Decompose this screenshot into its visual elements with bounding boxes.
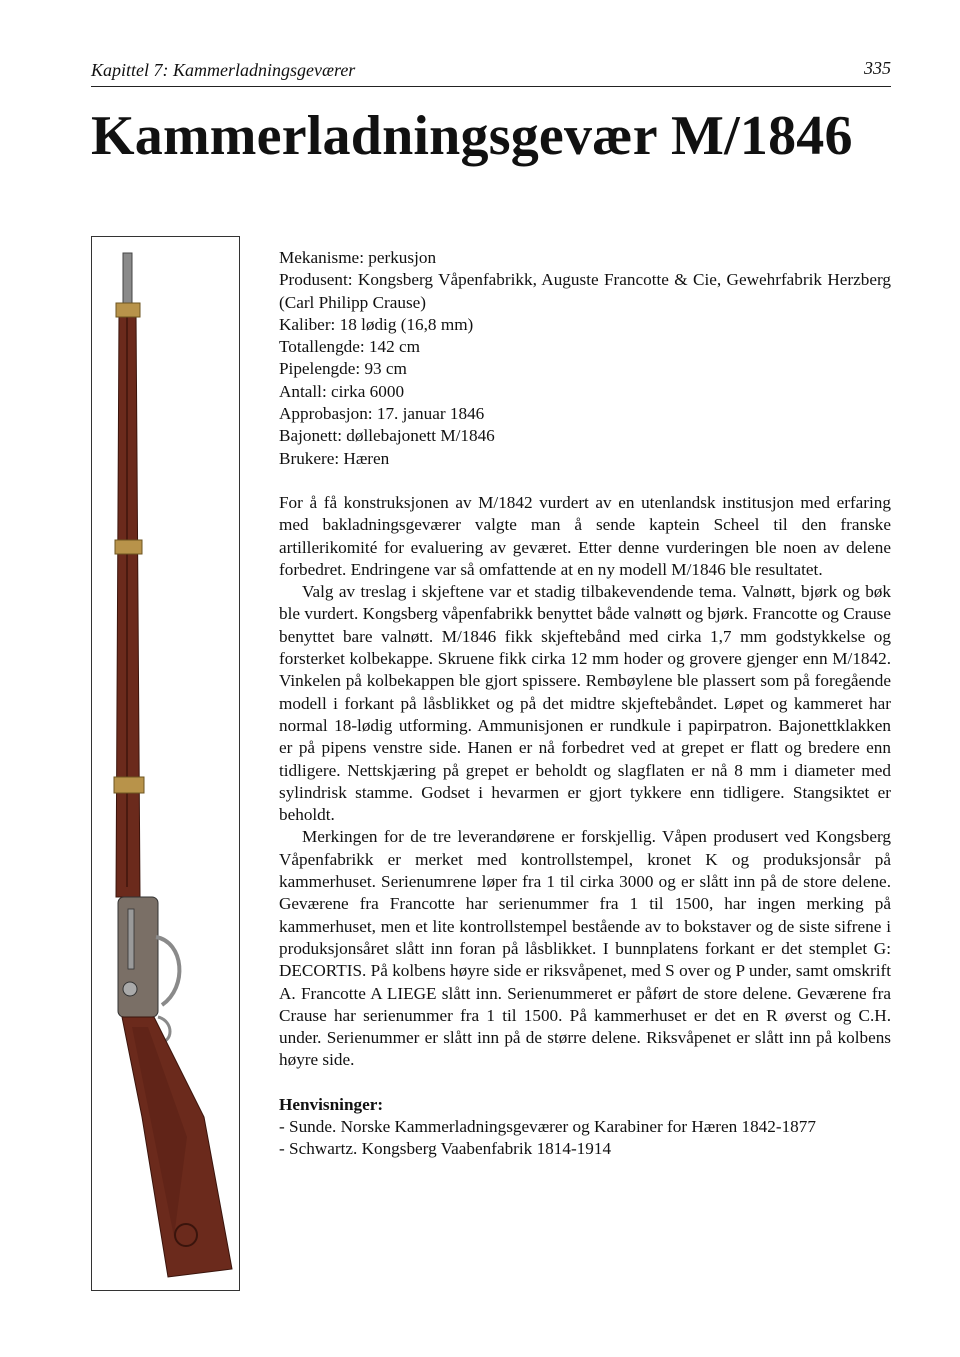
spec-item: Bajonett: døllebajonett M/1846 — [279, 426, 495, 446]
spec-item: Mekanisme: perkusjon — [279, 248, 437, 267]
references-heading: Henvisninger: — [279, 1094, 384, 1114]
spec-item: Totallengde: 142 cm — [279, 337, 421, 357]
spec-item: Pipelengde: 93 cm — [279, 359, 407, 379]
rifle-lock-plate — [118, 897, 158, 1017]
references — [279, 1094, 891, 1161]
spec-item: Approbasjon: 17. januar 1846 — [279, 404, 485, 424]
reference-item: - Schwartz. Kongsberg Vaabenfabrik 1814-1914 — [279, 1139, 612, 1159]
paragraph: Merkingen for de tre leverandørene er forskjellig. Våpen produsert ved Kongsberg Våpenfabrikk er merket med kontrollstempel, kronet K og produksjonsår på kammerhuset. Serienumrene løper fra 1 til cirka 3000 og er slått inn på de store delene. Geværene fra Francotte har serienummer fra 1 til 1500, har ingen merking på kammerhuset, men et lite kontrollstempel bestående av to bokstaver og de siste sifrene i produksjonsåret slått inn foran på låsblikket. I bunnplatens forkant er det stemplet G: DECORTIS. På kolbens høyre side er riksvåpenet, med S over og P under, samt omskrift A. Francotte A LIEGE slått inn. Serienummeret er påført de store delene. Geværene fra Crause har serienummer fra 1 til 1500. På kammerhuset er det en R øverst og C.H. under. Serienummer er slått inn på de større delene. Riksvåpenet er slått inn på kolbens høyre side. — [279, 827, 891, 1070]
spec-item: Antall: cirka 6000 — [279, 381, 405, 401]
body-text — [279, 492, 891, 1072]
rifle-band-middle — [115, 540, 142, 554]
spec-item: Brukere: Hæren — [279, 448, 390, 468]
page-number: 335 — [864, 58, 891, 78]
page-title: Kammerladningsgevær M/1846 — [91, 105, 853, 167]
main-text — [279, 247, 891, 1161]
rifle-band-lower — [114, 777, 144, 793]
spec-item: Produsent: Kongsberg Våpenfabrikk, Auguste Francotte & Cie, Gewehrfabrik Herzberg (Carl Philipp Crause) — [279, 270, 891, 312]
spec-item: Kaliber: 18 lødig (16,8 mm) — [279, 314, 474, 334]
chapter-title: Kapittel 7: Kammerladningsgeværer — [91, 60, 356, 80]
running-header — [91, 58, 891, 87]
rifle-trigger-guard — [156, 937, 179, 1005]
paragraph: For å få konstruksjonen av M/1842 vurdert av en utenlandsk institusjon med erfaring med bakladningsgeværer valgte man å sende kaptein Scheel til den franske artillerikomité for evaluering av geværet. Etter denne vurderingen ble noen av delene forbedret. Endringene var så omfattende at en ny modell M/1846 ble resultatet. — [279, 492, 891, 579]
rifle-figure — [91, 236, 240, 1291]
reference-item: - Sunde. Norske Kammerladningsgeværer og Karabiner for Hæren 1842-1877 — [279, 1116, 816, 1136]
spec-list — [279, 247, 891, 470]
rifle-image — [92, 237, 241, 1292]
paragraph: Valg av treslag i skjeftene var et stadig tilbakevendende tema. Valnøtt, bjørk og bøk ble vurdert. Kongsberg våpenfabrikk benyttet både valnøtt og bjørk. Francotte og Crause benyttet bare valnøtt. M/1846 fikk skjeftebånd med cirka 1,7 mm godstykkelse og forsterket kolbekappe. Skruene fikk cirka 12 mm hoder og grovere gjenger enn M/1842. Vinkelen på kolbekappen ble gjort spissere. Rembøylene ble plassert som på foregående modell i forkant på låsblikket og på det midtre skjeftebåndet. Løpet og kammeret har normal 18-lødig utforming. Ammunisjonen er rundkule i papirpatron. Bajonettklakken er på pipens venstre side. Hanen er nå forbedret ved at grepet er flatt og bredere enn tidligere. Nettskjæring på grepet er beholdt og slagflaten er nå 8 mm i diameter med sylindrisk stamme. Godset i hevarmen er gjort tykkere enn tidligere. Stangsiktet er beholdt. — [279, 582, 891, 825]
rifle-band-upper — [116, 303, 140, 317]
